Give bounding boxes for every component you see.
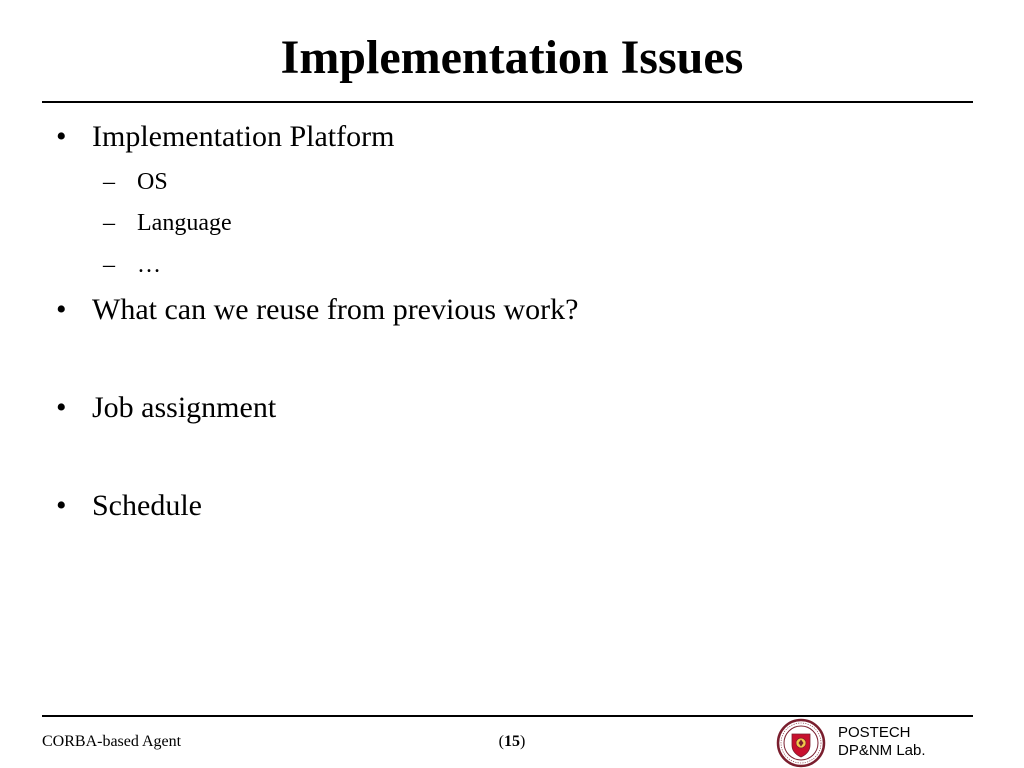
footer-divider xyxy=(42,715,973,717)
sub-bullet-marker: – xyxy=(103,210,115,236)
page-number-close: ) xyxy=(520,733,526,750)
bullet-text: Job assignment xyxy=(92,391,277,424)
slide-title: Implementation Issues xyxy=(280,31,744,84)
bullet-marker: • xyxy=(56,293,67,326)
bullet-item xyxy=(56,292,579,328)
sub-bullet-item xyxy=(103,208,232,238)
bullet-item xyxy=(56,488,202,524)
sub-bullet-text: OS xyxy=(137,169,168,195)
sub-bullet-item xyxy=(103,167,168,197)
sub-bullet-text: … xyxy=(137,252,161,278)
bullet-marker: • xyxy=(56,391,67,424)
university-seal-icon xyxy=(776,718,826,768)
page-number-value: 15 xyxy=(504,733,520,750)
lab-name-line2: DP&NM Lab. xyxy=(838,742,926,759)
sub-bullet-marker: – xyxy=(103,169,115,195)
bullet-marker: • xyxy=(56,489,67,522)
page-number-open: ( xyxy=(498,733,504,750)
bullet-item xyxy=(56,119,395,155)
bullet-text: Implementation Platform xyxy=(92,120,395,153)
bullet-item xyxy=(56,390,277,426)
bullet-marker: • xyxy=(56,120,67,153)
sub-bullet-marker: – xyxy=(103,252,115,278)
sub-bullet-item xyxy=(103,250,161,280)
sub-bullet-text: Language xyxy=(137,210,232,236)
bullet-text: Schedule xyxy=(92,489,202,522)
lab-name xyxy=(838,724,926,760)
footer-course-title: CORBA-based Agent xyxy=(42,733,182,750)
bullet-text: What can we reuse from previous work? xyxy=(92,293,579,326)
lab-name-line1: POSTECH xyxy=(838,724,911,741)
